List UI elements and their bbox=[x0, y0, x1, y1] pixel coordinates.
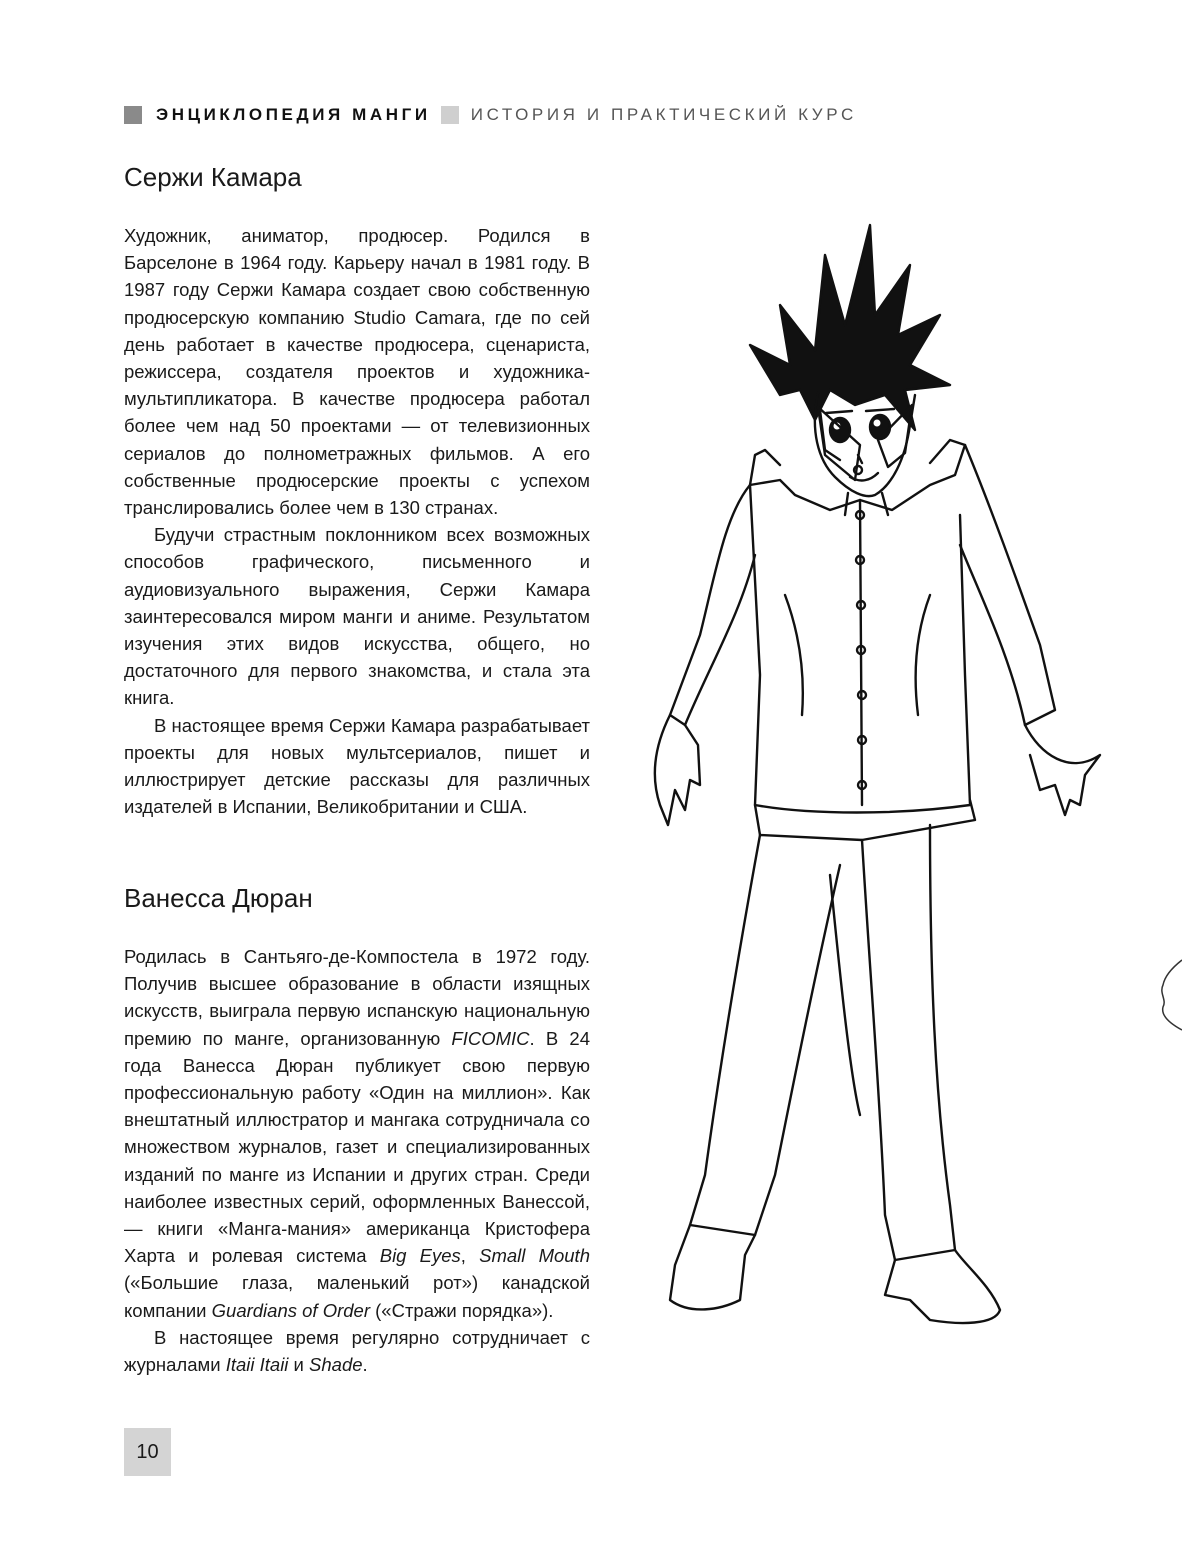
title-big-eyes: Big Eyes bbox=[379, 1245, 461, 1267]
magazine-name: Itaii Itaii bbox=[225, 1354, 289, 1376]
title-small-mouth: Small Mouth bbox=[479, 1245, 590, 1267]
header-subtitle: ИСТОРИЯ И ПРАКТИЧЕСКИЙ КУРС bbox=[470, 105, 857, 124]
bio-paragraph: В настоящее время Сержи Камара разрабатывает проекты для новых мультсериалов, пишет и иллюстрирует детские рассказы для различных издателей в Испании, Великобритании и США. bbox=[124, 714, 590, 818]
bio-camara bbox=[124, 222, 590, 820]
company-name: Guardians of Order bbox=[211, 1299, 370, 1321]
edge-doodle-icon bbox=[1155, 955, 1182, 1035]
header-square-light bbox=[441, 106, 459, 124]
bio-paragraph: В настоящее время регулярно сотрудничает с журналами Itaii Itaii и Shade. bbox=[124, 1326, 590, 1376]
manga-character-illustration bbox=[630, 215, 1110, 1345]
bio-paragraph: Художник, аниматор, продюсер. Родился в Барселоне в 1964 году. Карьеру начал в 1981 году. В 1987 году Сержи Камара создает свою собственную продюсерскую компанию Studio Camara, где по сей день работает в качестве продюсера, сценариста, режиссера, создателя проектов и художника-мультипликатора. В качестве продюсера работал более чем над 50 проектами — от телевизионных сериалов до полнометражных фильмов. А его собственные продюсерские проекты с успехом транслировались более чем в 130 странах. bbox=[124, 225, 590, 519]
publisher-name: FICOMIC bbox=[451, 1027, 530, 1049]
section-heading-duran: Ванесса Дюран bbox=[124, 883, 313, 913]
header-title: ЭНЦИКЛОПЕДИЯ МАНГИ bbox=[156, 105, 431, 124]
running-header bbox=[124, 104, 857, 126]
bio-paragraph: Будучи страстным поклонником всех возможных способов графического, письменного и аудиовизуального выражения, Сержи Камара заинтересовался миром манги и аниме. Результатом изучения этих видов искусства, общего, но достаточного для первого знакомства, и стала эта книга. bbox=[124, 524, 590, 709]
bio-duran bbox=[124, 943, 590, 1378]
section-heading-camara: Сержи Камара bbox=[124, 162, 302, 192]
page-number: 10 bbox=[124, 1428, 171, 1476]
magazine-name: Shade bbox=[309, 1354, 363, 1376]
bio-paragraph: Родилась в Сантьяго-де-Компостела в 1972 году. Получив высшее образование в области изящных искусств, выиграла первую испанскую национальную премию по манге, организованную FICOMIC. В 24 года Ванесса Дюран публикует свою первую профессиональную работу «Один на миллион». Как внештатный иллюстратор и мангака сотрудничала со множеством журналов, газет и специализированных изданий по манге из Испании и других стран. Среди наиболее известных серий, оформленных Ванессой, — книги «Манга-мания» американца Кристофера Харта и ролевая система Big Eyes, Small Mouth («Большие глаза, маленький рот») канадской компании Guardians of Order («Стражи порядка»). bbox=[124, 946, 590, 1321]
header-square-dark bbox=[124, 106, 142, 124]
